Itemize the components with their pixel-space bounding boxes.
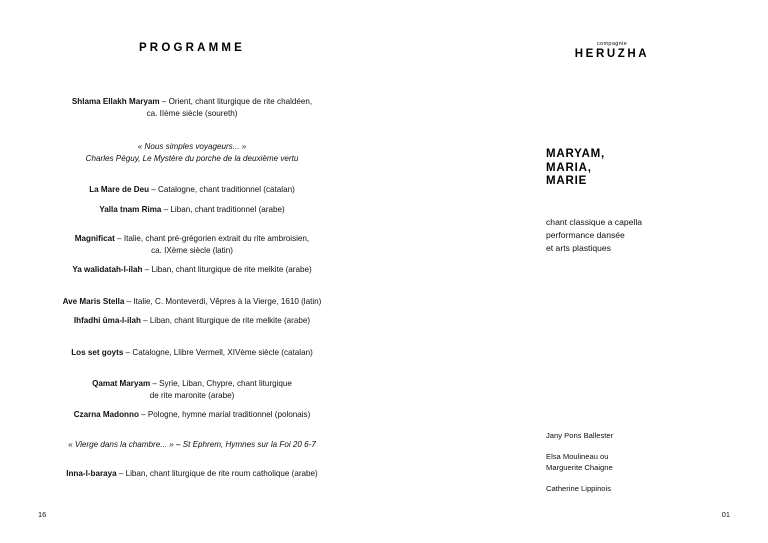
show-description-line: chant classique a capella bbox=[546, 217, 643, 227]
page-title: PROGRAMME bbox=[138, 42, 246, 54]
credit-line: Marguerite Chaigne bbox=[546, 463, 613, 472]
programme-entry-detail: – Orient, chant liturgique de rite chaldéen, bbox=[159, 97, 313, 106]
programme-entry-title: Czarna Madonno bbox=[73, 410, 139, 419]
programme-entry-detail: – Italie, C. Monteverdi, Vêpres à la Vierge, 1610 (latin) bbox=[124, 296, 322, 306]
programme-entry-title: La Mare de Deu bbox=[89, 185, 150, 194]
programme-entry-subline: ca. IIème siècle (soureth) bbox=[146, 108, 238, 118]
credit-line: Jany Pons Ballester bbox=[546, 431, 614, 440]
programme-entry-line bbox=[32, 439, 352, 451]
logo-wordmark: HERUZHA bbox=[574, 48, 650, 60]
credit-line: Elsa Moulineau ou bbox=[546, 451, 609, 461]
programme-entry-title: Yalla tnam Rima bbox=[99, 204, 162, 214]
show-title bbox=[546, 148, 605, 189]
spacer bbox=[32, 119, 352, 141]
spacer bbox=[32, 256, 352, 264]
show-description bbox=[546, 216, 642, 255]
programme-entry-detail: – Catalogne, Llibre Vermell, XIVème siècle (catalan) bbox=[123, 347, 313, 357]
programme-entry-title: Los set goyts bbox=[71, 347, 124, 357]
programme-entry-line bbox=[32, 378, 352, 390]
right-page bbox=[384, 0, 768, 543]
programme-entry-title: Ya walidatah-l-ilah bbox=[72, 265, 143, 274]
programme-entry bbox=[32, 264, 352, 276]
show-title-line: MARIE bbox=[546, 175, 588, 187]
spacer bbox=[32, 327, 352, 347]
programme-entry bbox=[32, 315, 352, 327]
programme-entry bbox=[32, 141, 352, 164]
programme-entry-line bbox=[32, 204, 352, 216]
programme-entry-detail: – Liban, chant liturgique de rite melkite (arabe) bbox=[140, 316, 311, 325]
programme-entry-line bbox=[32, 233, 352, 245]
spacer bbox=[32, 421, 352, 439]
credit-group bbox=[546, 430, 613, 442]
programme-entry bbox=[32, 204, 352, 216]
programme-entry-detail: – Catalogne, chant traditionnel (catalan) bbox=[149, 185, 295, 194]
programme-entry bbox=[32, 439, 352, 451]
credits-list bbox=[546, 430, 613, 494]
folio-left: 16 bbox=[38, 510, 47, 519]
programme-list bbox=[32, 96, 352, 480]
spacer bbox=[32, 307, 352, 315]
show-description-line: performance dansée bbox=[546, 230, 625, 240]
programme-entry-line bbox=[32, 409, 352, 421]
spacer bbox=[32, 450, 352, 468]
programme-entry bbox=[32, 296, 352, 308]
programme-entry-title: Shlama Ellakh Maryam bbox=[71, 97, 160, 106]
programme-entry bbox=[32, 468, 352, 480]
programme-entry-detail: – Liban, chant liturgique de rite roum catholique (arabe) bbox=[116, 469, 318, 478]
programme-entry-subline: Charles Péguy, Le Mystère du porche de la deuxième vertu bbox=[85, 153, 299, 163]
programme-entry-line bbox=[32, 264, 352, 276]
programme-entry-line bbox=[32, 141, 352, 153]
programme-entry-line bbox=[32, 184, 352, 196]
programme-entry-line bbox=[32, 296, 352, 308]
programme-entry bbox=[32, 233, 352, 256]
programme-entry-subline: ca. IXème siècle (latin) bbox=[151, 245, 233, 255]
programme-entry-line bbox=[32, 347, 352, 359]
show-title-line: MARIA, bbox=[546, 161, 592, 174]
company-logo bbox=[547, 41, 677, 60]
programme-entry-detail: – Pologne, hymne marial traditionnel (polonais) bbox=[138, 410, 311, 419]
spacer bbox=[32, 401, 352, 409]
programme-entry-title: Qamat Maryam bbox=[92, 379, 151, 388]
spacer bbox=[32, 164, 352, 184]
programme-entry-title: Ihfadhi ûma-l-ilah bbox=[73, 316, 141, 325]
credit-group bbox=[546, 451, 613, 474]
logo-subtitle: compagnie bbox=[596, 41, 628, 47]
folio-right: 01 bbox=[721, 510, 730, 519]
programme-entry-line bbox=[32, 468, 352, 480]
spacer bbox=[32, 196, 352, 204]
credit-line: Catherine Lippinois bbox=[546, 483, 612, 493]
programme-entry-title: Ave Maris Stella bbox=[62, 296, 125, 306]
show-title-line: MARYAM, bbox=[546, 148, 606, 160]
programme-entry-detail: « Vierge dans la chambre... » – St Ephrem, Hymnes sur la Foi 20 6-7 bbox=[68, 439, 316, 449]
programme-entry bbox=[32, 96, 352, 119]
programme-entry-detail: – Liban, chant liturgique de rite melkite (arabe) bbox=[142, 265, 312, 274]
programme-entry-detail: – Syrie, Liban, Chypre, chant liturgique bbox=[150, 379, 292, 388]
programme-entry-detail: – Italie, chant pré-grégorien extrait du rite ambroisien, bbox=[114, 234, 310, 243]
programme-entry-subline: de rite maronite (arabe) bbox=[149, 390, 235, 400]
spacer bbox=[32, 276, 352, 296]
programme-entry-line bbox=[32, 96, 352, 108]
credit-group bbox=[546, 483, 613, 495]
programme-entry bbox=[32, 409, 352, 421]
programme-entry bbox=[32, 378, 352, 401]
programme-entry-title: Inna-l-baraya bbox=[66, 469, 117, 478]
show-description-line: et arts plastiques bbox=[546, 243, 611, 253]
programme-entry-title: Magnificat bbox=[74, 234, 115, 243]
programme-entry bbox=[32, 347, 352, 359]
programme-entry-line bbox=[32, 315, 352, 327]
programme-entry bbox=[32, 184, 352, 196]
spacer bbox=[32, 358, 352, 378]
programme-entry-detail: « Nous simples voyageurs... » bbox=[137, 142, 247, 151]
programme-entry-detail: – Liban, chant traditionnel (arabe) bbox=[161, 204, 285, 214]
spacer bbox=[32, 215, 352, 233]
